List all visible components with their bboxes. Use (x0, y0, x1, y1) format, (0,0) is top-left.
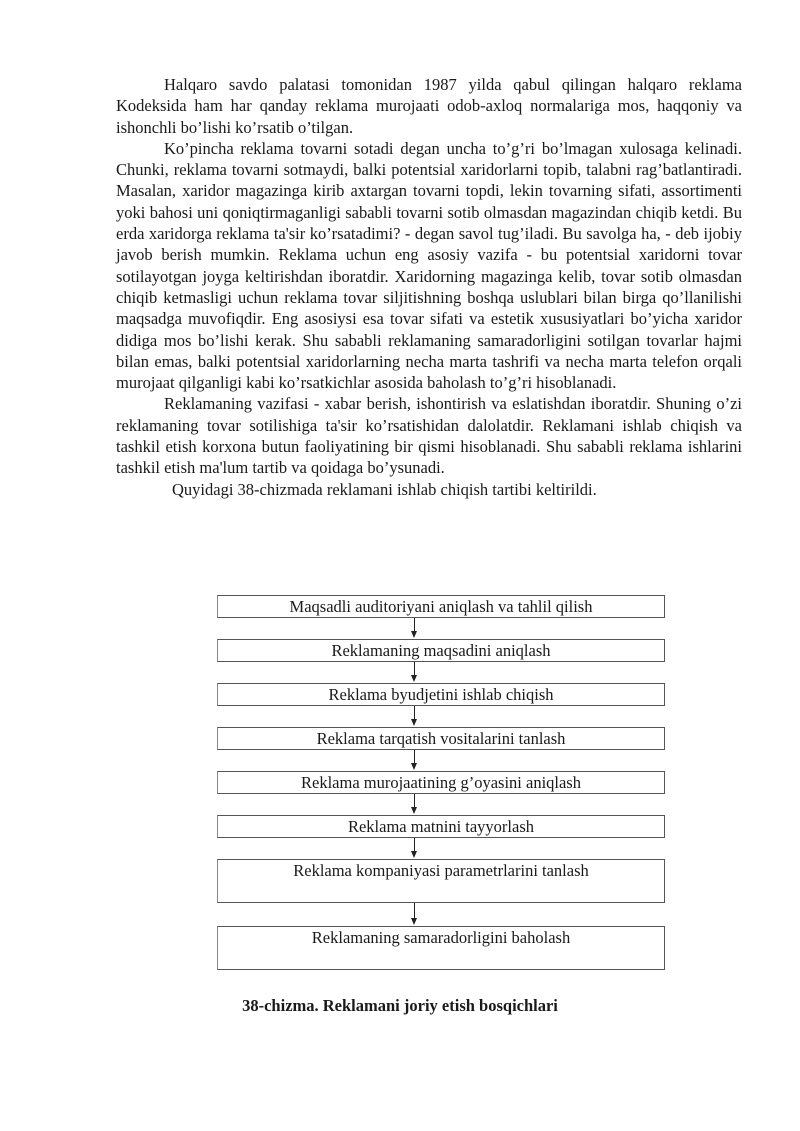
paragraph: Reklamaning vazifasi - xabar berish, ishontirish va eslatishdan iboratdir. Shuning o’zi reklamaning tovar sotilishiga ta'sir ko’rsatishidan dalolatdir. Reklamani ishlab chiqish va tashkil etish korxona butun faoliyatining bir qismi hisoblanadi. Shu sababli reklama ishlarini tashkil etish ma'lum tartib va qoidaga bo’ysunadi. (116, 394, 742, 478)
arrow-down-icon (217, 706, 665, 727)
flow-step: Reklama kompaniyasi parametrlarini tanlash (217, 859, 665, 903)
arrow-down-icon (217, 903, 665, 926)
paragraph: Ko’pincha reklama tovarni sotadi degan uncha to’g’ri bo’lmagan xulosaga kelinadi. Chunki, reklama tovarni sotmaydi, balki potentsial xaridorlarni topib, talabni rag’batlantiradi. Masalan, xaridor magazinga kirib axtargan tovarni topdi, lekin tovarning sifati, assortimenti yoki bahosi uni qoniqtirmaganligi sababli tovarni sotib olmasdan magazindan chiqib ketdi. Bu erda xaridorga reklama ta'sir ko’rsatadimi? - degan savol tug’iladi. Bu savolga ha, - deb ijobiy javob berish mumkin. Reklama uchun eng asosiy vazifa - bu potentsial xaridorni tovar sotilayotgan joyga keltirishdan iboratdir. Xaridorning magazinga kelib, tovar sotib olmasdan chiqib ketmasligi uchun reklama tovar siljitishning boshqa uslublari bilan birga qo’llanilishi maqsadga muvofiqdir. Eng asosiysi esa tovar sifati va estetik xususiyatlari bo’yicha xaridor didiga mos bo’lishi kerak. Shu sababli reklamaning samaradorligini sotilgan tovarlar hajmi bilan emas, balki potentsial xaridorlarning necha marta tashrifi va necha marta telefon orqali murojaat qilganligi kabi ko’rsatkichlar asosida baholash to’g’ri hisoblanadi. (116, 138, 742, 393)
arrow-down-icon (217, 662, 665, 683)
flow-step: Reklama tarqatish vositalarini tanlash (217, 727, 665, 750)
arrow-down-icon (217, 838, 665, 859)
body-text (116, 74, 742, 500)
flow-step: Reklama matnini tayyorlash (217, 815, 665, 838)
figure-intro: Quyidagi 38-chizmada reklamani ishlab chiqish tartibi keltirildi. (172, 479, 597, 499)
paragraph: Halqaro savdo palatasi tomonidan 1987 yilda qabul qilingan halqaro reklama Kodeksida ham har qanday reklama murojaati odob-axloq normalariga mos, haqqoniy va ishonchli bo’lishi ko’rsatib o’tilgan. (116, 75, 742, 137)
flow-step: Reklamaning maqsadini aniqlash (217, 639, 665, 662)
flow-step: Reklama murojaatining g’oyasini aniqlash (217, 771, 665, 794)
arrow-down-icon (217, 794, 665, 815)
figure-caption: 38-chizma. Reklamani joriy etish bosqichlari (242, 996, 558, 1015)
arrow-down-icon (217, 618, 665, 639)
flow-step: Reklamaning samaradorligini baholash (217, 926, 665, 970)
flow-step: Reklama byudjetini ishlab chiqish (217, 683, 665, 706)
arrow-down-icon (217, 750, 665, 771)
flowchart (217, 595, 665, 970)
flow-step: Maqsadli auditoriyani aniqlash va tahlil qilish (217, 595, 665, 618)
